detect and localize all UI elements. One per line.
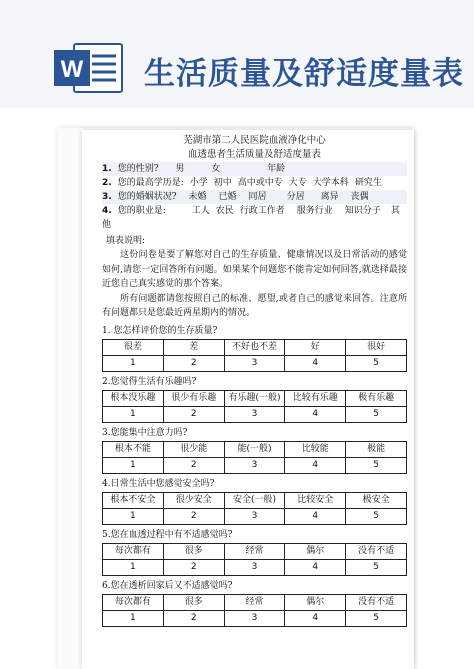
scale-value-cell[interactable]: 3 bbox=[224, 559, 285, 575]
marital-option: 未婚 bbox=[188, 192, 207, 202]
instructions-para1: 这份问卷是要了解您对自己的生存质量、健康情况以及日常活动的感觉如何,请您一定回答所有问题。如果某个问题您不能肯定如何回答,就选择最接近您自己真实感觉的那个答案。 bbox=[102, 250, 407, 289]
document-title-line1: 芜湖市第二人民医院血液净化中心 bbox=[183, 135, 326, 146]
basic-q2-text: 您的最高学历是: bbox=[117, 178, 184, 188]
scale-label-cell: 很好 bbox=[346, 339, 407, 355]
instructions-para2: 所有问题都请您按照自己的标准、愿望,或者自己的感觉来回答。注意所有问题都只是您最近两星期内的情况。 bbox=[102, 293, 407, 318]
scale-label-cell: 很少能 bbox=[163, 441, 224, 457]
word-document-icon bbox=[52, 40, 126, 96]
scale-label-cell: 偶尔 bbox=[285, 543, 346, 559]
scale-label-cell: 极能 bbox=[346, 441, 407, 457]
edu-option: 大学本科 bbox=[312, 178, 349, 188]
scale-label-cell: 很少有乐趣 bbox=[163, 390, 224, 406]
scale-value-cell[interactable]: 4 bbox=[285, 559, 346, 575]
question-text: 4.日常生活中您感觉安全吗? bbox=[102, 478, 215, 489]
basic-q4-text: 您的职业是: bbox=[117, 206, 166, 216]
marital-option: 离异 bbox=[320, 192, 339, 202]
rating-scale-table bbox=[102, 390, 407, 423]
banner-title: 生活质量及舒适度量表 bbox=[144, 56, 464, 92]
scale-label-cell: 能(一般) bbox=[224, 441, 285, 457]
job-option: 服务行业 bbox=[296, 206, 333, 216]
scale-value-cell[interactable]: 4 bbox=[285, 355, 346, 371]
scale-value-cell[interactable]: 5 bbox=[346, 508, 407, 524]
scale-label-cell: 比较安全 bbox=[285, 492, 346, 508]
scale-label-cell: 有乐趣(一般) bbox=[224, 390, 285, 406]
question-text: 3.您能集中注意力吗? bbox=[102, 427, 188, 438]
scale-value-cell[interactable]: 1 bbox=[103, 508, 164, 524]
scale-value-cell[interactable]: 5 bbox=[346, 610, 407, 626]
scale-value-cell[interactable]: 2 bbox=[163, 406, 224, 422]
scale-label-cell: 经常 bbox=[224, 594, 285, 610]
scale-value-cell[interactable]: 4 bbox=[285, 508, 346, 524]
scale-value-cell[interactable]: 3 bbox=[224, 508, 285, 524]
scale-value-cell[interactable]: 5 bbox=[346, 355, 407, 371]
rating-scale-table bbox=[102, 339, 407, 372]
basic-q4 bbox=[102, 204, 407, 218]
scale-value-cell[interactable]: 4 bbox=[285, 457, 346, 473]
edu-option: 高中或中专 bbox=[237, 178, 283, 188]
basic-q2 bbox=[102, 176, 407, 190]
rating-questions bbox=[102, 324, 407, 627]
banner bbox=[0, 0, 474, 108]
rating-scale-table bbox=[102, 594, 407, 627]
scale-value-cell[interactable]: 1 bbox=[103, 355, 164, 371]
scale-label-cell: 每次都有 bbox=[103, 594, 164, 610]
scale-value-cell[interactable]: 3 bbox=[224, 610, 285, 626]
scale-label-cell: 很多 bbox=[163, 594, 224, 610]
scale-label-cell: 极安全 bbox=[346, 492, 407, 508]
scale-value-cell[interactable]: 3 bbox=[224, 457, 285, 473]
scale-label-cell: 好 bbox=[285, 339, 346, 355]
scale-value-cell[interactable]: 1 bbox=[103, 457, 164, 473]
edu-option: 大专 bbox=[288, 178, 307, 188]
marital-option: 分居 bbox=[286, 192, 305, 202]
marital-option: 已婚 bbox=[218, 192, 237, 202]
scale-label-cell: 偶尔 bbox=[285, 594, 346, 610]
edu-option: 研究生 bbox=[354, 178, 382, 188]
option-male: 男 bbox=[175, 164, 185, 174]
basic-q4-number: 4. bbox=[102, 206, 112, 216]
job-option: 行政工作者 bbox=[239, 206, 285, 216]
scale-value-cell[interactable]: 4 bbox=[285, 610, 346, 626]
rating-scale-table bbox=[102, 492, 407, 525]
instructions-heading: 填表说明: bbox=[106, 236, 146, 246]
question-text: 2.您觉得生活有乐趣吗? bbox=[102, 376, 197, 387]
scale-label-cell: 不好也不差 bbox=[224, 339, 285, 355]
age-label: 年龄 bbox=[267, 164, 286, 174]
basic-q3-text: 您的婚姻状况? bbox=[117, 192, 177, 202]
svg-text:W: W bbox=[60, 56, 84, 83]
scale-value-cell[interactable]: 1 bbox=[103, 610, 164, 626]
scale-label-cell: 没有不适 bbox=[346, 594, 407, 610]
scale-label-cell: 很少安全 bbox=[163, 492, 224, 508]
basic-q3-number: 3. bbox=[102, 192, 112, 202]
scale-value-cell[interactable]: 2 bbox=[163, 559, 224, 575]
basic-q1-text: 您的性别? bbox=[117, 164, 159, 174]
question-text: 5.您在血透过程中有不适感觉吗? bbox=[102, 529, 233, 540]
scale-value-cell[interactable]: 5 bbox=[346, 406, 407, 422]
basic-q2-number: 2. bbox=[102, 178, 112, 188]
scale-value-cell[interactable]: 5 bbox=[346, 559, 407, 575]
scale-label-cell: 比较有乐趣 bbox=[285, 390, 346, 406]
job-option: 工人 bbox=[191, 206, 210, 216]
rating-scale-table bbox=[102, 441, 407, 474]
basic-q1-number: 1. bbox=[102, 164, 112, 174]
scale-label-cell: 经常 bbox=[224, 543, 285, 559]
edu-option: 小学 bbox=[189, 178, 208, 188]
scale-label-cell: 安全(一般) bbox=[224, 492, 285, 508]
document-title-line2: 血透患者生活质量及舒适度量表 bbox=[187, 149, 321, 160]
scale-value-cell[interactable]: 5 bbox=[346, 457, 407, 473]
basic-q3 bbox=[102, 190, 407, 204]
scale-label-cell: 比较能 bbox=[285, 441, 346, 457]
document-page bbox=[82, 130, 414, 669]
edu-option: 初中 bbox=[213, 178, 232, 188]
basic-q1 bbox=[102, 162, 407, 176]
scale-label-cell: 很多 bbox=[163, 543, 224, 559]
scale-value-cell[interactable]: 3 bbox=[224, 406, 285, 422]
job-option: 知识分子 bbox=[344, 206, 381, 216]
question-text: 6.您在透析回家后又不适感觉吗? bbox=[102, 580, 233, 591]
scale-label-cell: 每次都有 bbox=[103, 543, 164, 559]
scale-label-cell: 根本不能 bbox=[103, 441, 164, 457]
scale-value-cell[interactable]: 1 bbox=[103, 406, 164, 422]
job-option: 其 bbox=[390, 206, 400, 216]
option-female: 女 bbox=[211, 164, 221, 174]
marital-option: 同居 bbox=[248, 192, 267, 202]
scale-label-cell: 根本不安全 bbox=[103, 492, 164, 508]
scale-label-cell: 很差 bbox=[103, 339, 164, 355]
scale-label-cell: 根本没乐趣 bbox=[103, 390, 164, 406]
question-text: 1. 您怎样评价您的生存质量? bbox=[102, 325, 218, 336]
scale-value-cell[interactable]: 4 bbox=[285, 406, 346, 422]
scale-label-cell: 差 bbox=[163, 339, 224, 355]
scale-value-cell[interactable]: 2 bbox=[163, 457, 224, 473]
scale-value-cell[interactable]: 2 bbox=[163, 508, 224, 524]
rating-scale-table bbox=[102, 543, 407, 576]
scale-label-cell: 没有不适 bbox=[346, 543, 407, 559]
scale-label-cell: 极有乐趣 bbox=[346, 390, 407, 406]
scale-value-cell[interactable]: 2 bbox=[163, 355, 224, 371]
scale-value-cell[interactable]: 3 bbox=[224, 355, 285, 371]
marital-option: 丧偶 bbox=[350, 192, 369, 202]
scale-value-cell[interactable]: 2 bbox=[163, 610, 224, 626]
job-option: 农民 bbox=[215, 206, 234, 216]
document-content bbox=[102, 134, 407, 627]
scale-value-cell[interactable]: 1 bbox=[103, 559, 164, 575]
basic-q4-wrap: 他 bbox=[102, 220, 112, 230]
